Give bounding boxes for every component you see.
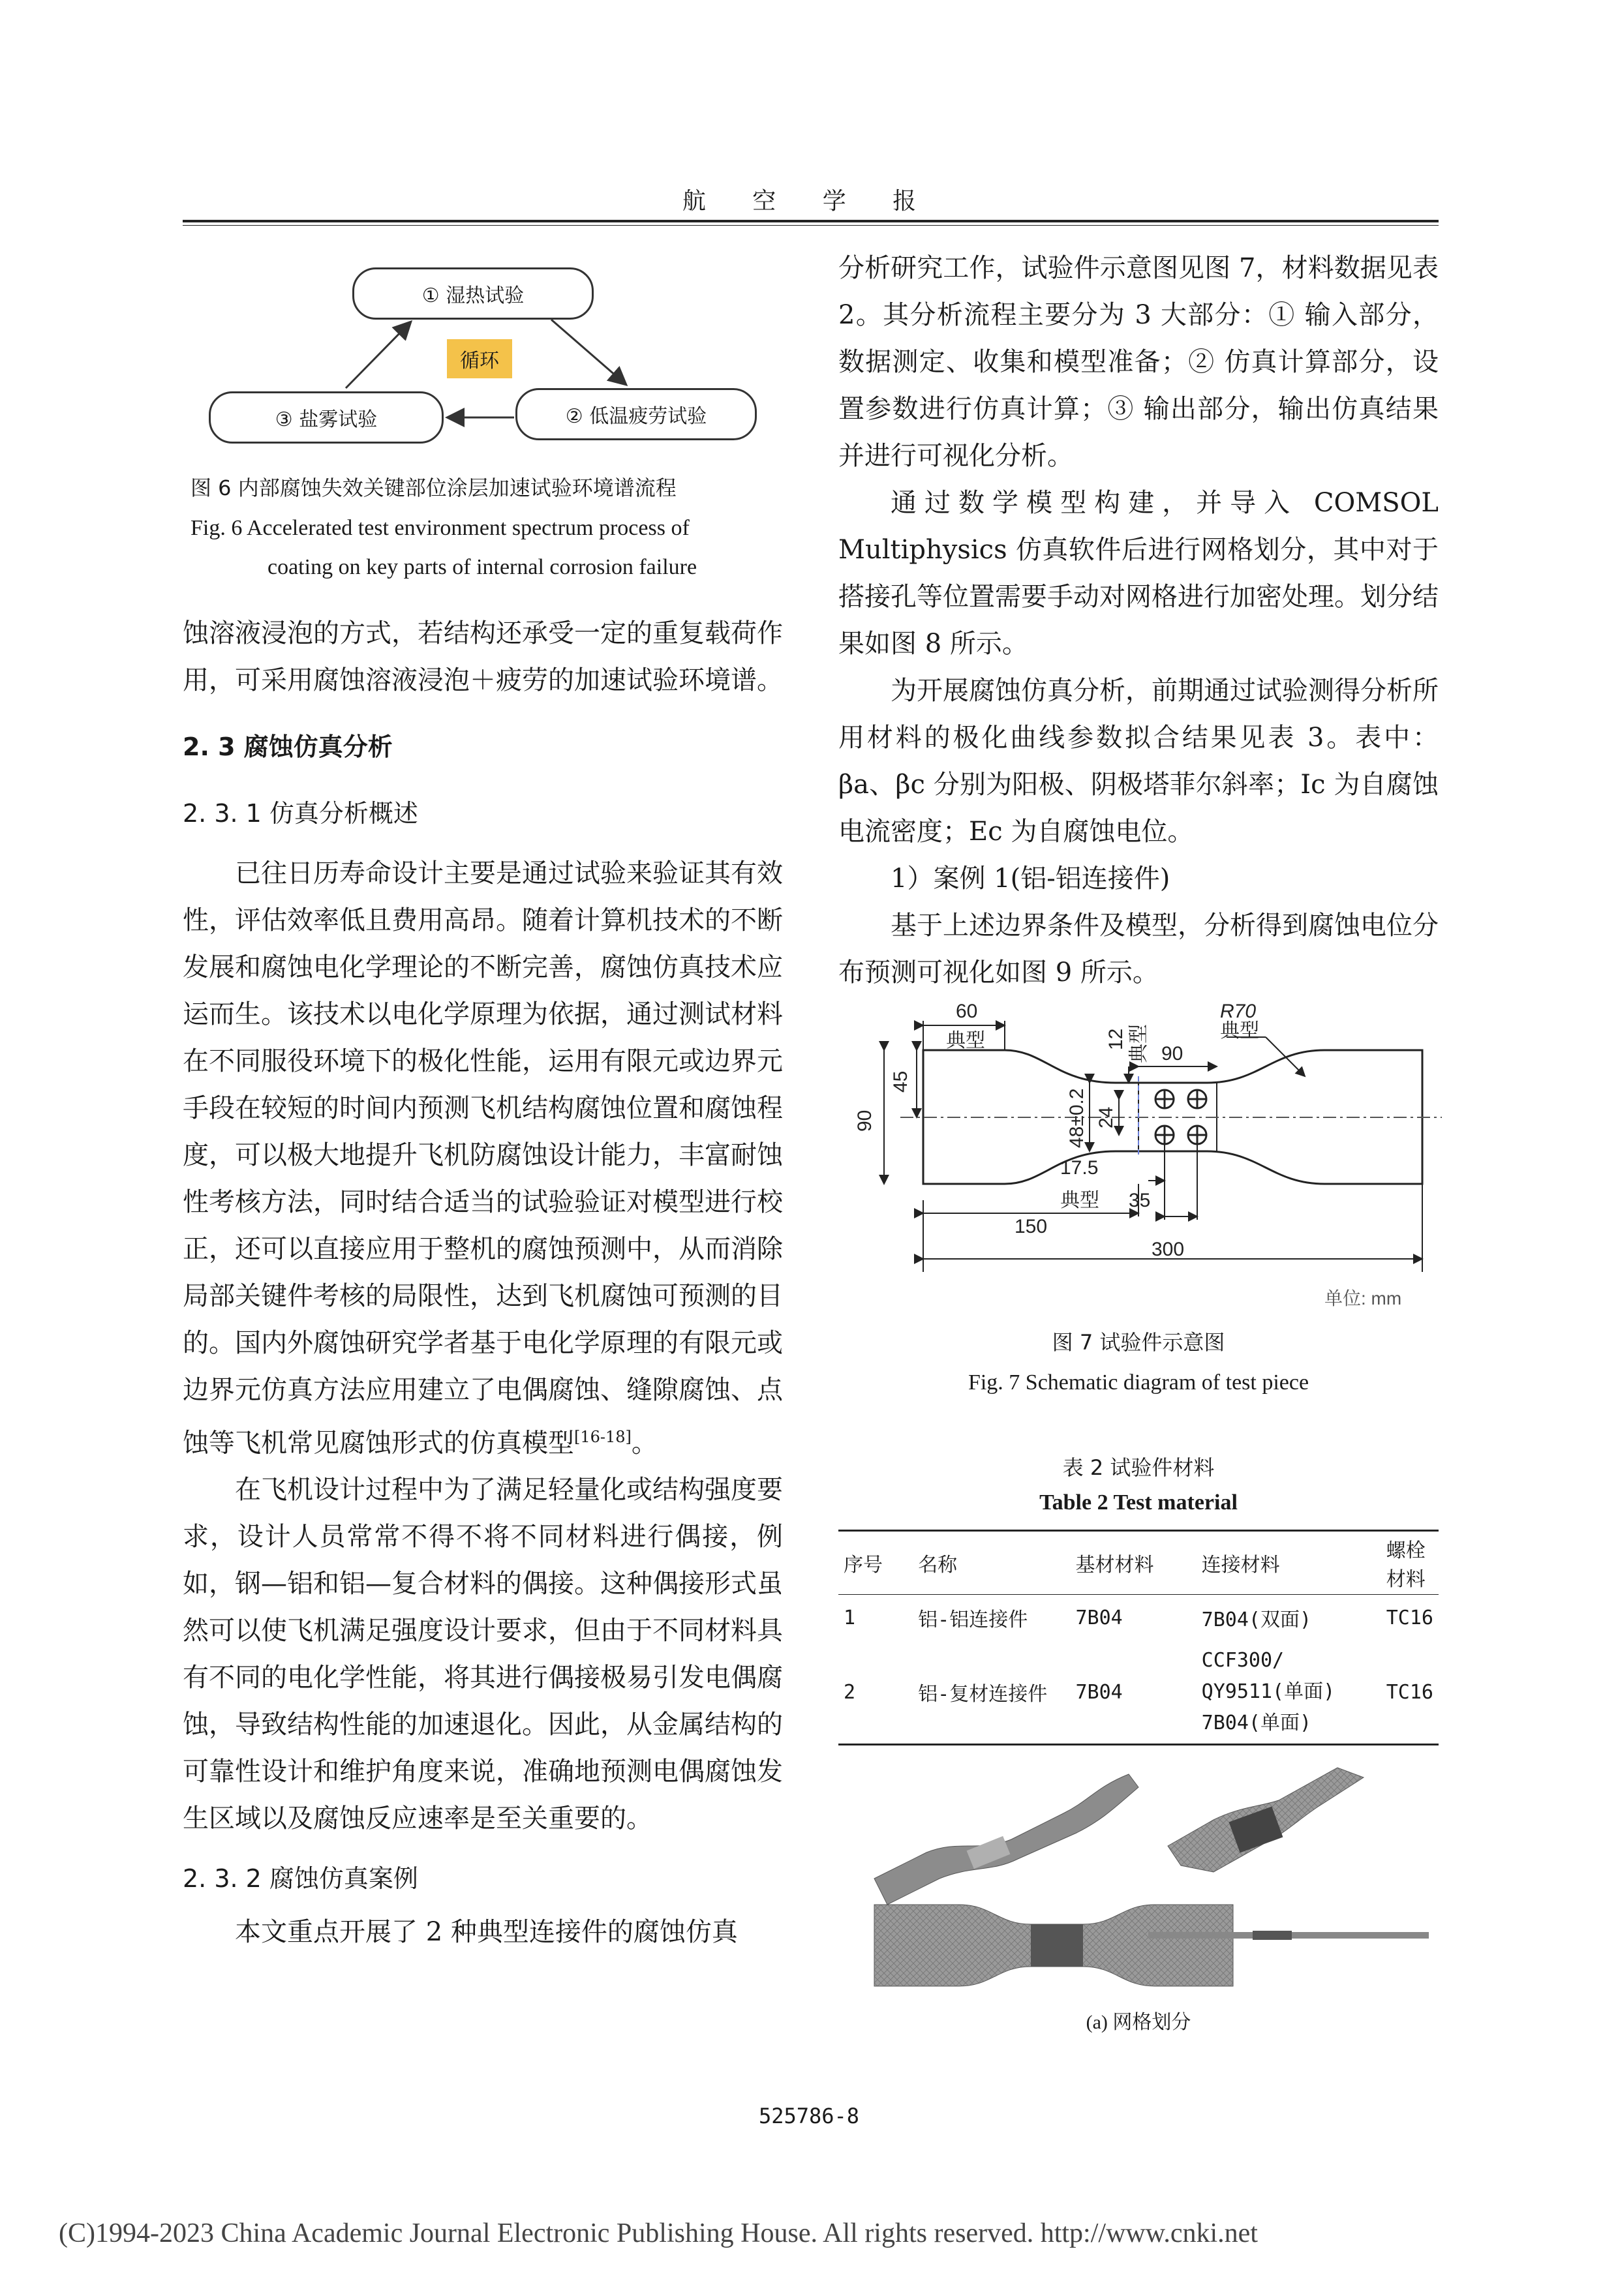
fig6-caption-cn: 图 6 内部腐蚀失效关键部位涂层加速试验环境谱流程 [191,476,677,500]
dim-typ-3: 典型 [1220,1020,1259,1042]
fig6-arrows [196,254,783,463]
table2-header: 序号 [844,1554,883,1577]
section-2-3-1: 2. 3. 1 仿真分析概述 [183,799,418,828]
table-cell: 铝-铝连接件 [918,1609,1028,1631]
table2 [838,1530,1439,1745]
left-para-3: 在飞机设计过程中为了满足轻量化或结构强度要求，设计人员常常不得不将不同材料进行偶接，例如，钢—铝和铝—复合材料的偶接。这种偶接形式虽然可以使飞机满足强度设计要求，但由于不同材料具有不同的电化学性能，将其进行偶接极易引发电偶腐蚀，导致结构性能的加速退化。因此，从金属结构的可靠性设计和维护角度来说，准确地预测电偶腐蚀发生区域以及腐蚀反应速率是至关重要的。 [183,1475,783,1834]
dim-typ-4: 典型 [1060,1190,1099,1211]
mesh-view-1 [874,1774,1138,1905]
dim-17-5: 17.5 [1060,1157,1099,1179]
table-cell: 7B04 [1075,1680,1123,1704]
fig6-arrow-3-1 [346,322,411,388]
dim-12: 12 [1105,1028,1127,1050]
table-cell: CCF300/ QY9511(单面) 7B04(单面) [1201,1649,1336,1734]
table-cell: 7B04(双面) [1201,1609,1312,1631]
dim-r70: R70 [1220,1001,1257,1022]
dim-150: 150 [1015,1216,1048,1237]
table2-header: 连接材料 [1201,1554,1280,1577]
left-para-2-ref: [16-18] [574,1428,632,1446]
left-para-2-end: 。 [631,1428,658,1458]
dim-300: 300 [1152,1239,1185,1260]
table2-header: 名称 [918,1554,958,1577]
page-number: 525786-8 [758,2104,860,2128]
table2-title-cn: 表 2 试验件材料 [1062,1455,1215,1480]
dim-typ-1: 典型 [946,1030,985,1051]
table2-header-row [838,1532,1439,1595]
table-cell: 1 [844,1606,856,1629]
header-rule-thin [183,225,1439,226]
dim-90-top: 90 [1161,1043,1183,1065]
fig6-step1-label: ① 湿热试验 [421,284,525,307]
dim-90-left: 90 [854,1110,876,1132]
table2-header: 螺栓材料 [1386,1539,1426,1591]
journal-header: 航 空 学 报 [682,188,936,215]
table-cell: TC16 [1386,1606,1433,1629]
section-2-3: 2. 3 腐蚀仿真分析 [183,733,393,761]
dim-24: 24 [1095,1106,1117,1128]
table2-title-en: Table 2 Test material [1039,1490,1238,1515]
dim-48: 48±0.2 [1066,1088,1088,1148]
header-rule [183,220,1439,222]
section-2-3-2: 2. 3. 2 腐蚀仿真案例 [183,1864,418,1894]
table-row [838,1640,1439,1744]
dim-45: 45 [890,1070,911,1093]
table-cell: TC16 [1386,1680,1433,1704]
fig7-unit: 单位: mm [1324,1288,1402,1308]
fig8-mesh-images [868,1761,1435,2002]
fig7-schematic [842,985,1442,1324]
fig6-center-label: 循环 [460,350,499,372]
fig6-step2-label: ② 低温疲劳试验 [565,405,707,428]
left-column [183,610,783,1956]
left-para-2 [183,850,783,1466]
fig8-subcaption-a: (a) 网格划分 [1086,2012,1191,2033]
table-cell: 2 [844,1680,856,1704]
right-para-4: 1）案例 1(铝-铝连接件) [891,864,1170,894]
left-para-2-text: 已往日历寿命设计主要是通过试验来验证其有效性，评估效率低且费用高昂。随着计算机技术的不断发展和腐蚀电化学理论的不断完善，腐蚀仿真技术应运而生。该技术以电化学原理为依据，通过测试材料在不同服役环境下的极化性能，运用有限元或边界元手段在较短的时间内预测飞机结构腐蚀位置和腐蚀程度，可以极大地提升飞机防腐蚀设计能力，丰富耐蚀性考核方法，同时结合适当的试验验证对模型进行校正，还可以直接应用于整机的腐蚀预测中，从而消除局部关键件考核的局限性，达到飞机腐蚀可预测的目的。国内外腐蚀研究学者基于电化学原理的有限元或边界元仿真方法应用建立了电偶腐蚀、缝隙腐蚀、点蚀等飞机常见腐蚀形式的仿真模型 [183,858,783,1458]
right-para-1: 分析研究工作，试验件示意图见图 7，材料数据见表 2。其分析流程主要分为 3 大部分：① 输入部分，数据测定、收集和模型准备；② 仿真计算部分，设置参数进行仿真计算；③ 输出部分，输出仿真结果并进行可视化分析。 [838,253,1439,471]
fig7-caption-en: Fig. 7 Schematic diagram of test piece [968,1370,1309,1395]
fig6-caption-en-1: Fig. 6 Accelerated test environment spectrum process of [191,516,690,540]
fig6-diagram [196,254,783,463]
fig7-caption-cn: 图 7 试验件示意图 [1052,1330,1225,1355]
right-para-3: 为开展腐蚀仿真分析，前期通过试验测得分析所用材料的极化曲线参数拟合结果见表 3。表中：βa、βc 分别为阳极、阴极塔菲尔斜率；Ic 为自腐蚀电流密度；Ec 为自腐蚀电位。 [838,676,1439,847]
table-row [838,1595,1439,1641]
right-column [838,245,1439,996]
dim-typ-2: 典型 [1128,1024,1150,1063]
right-para-5: 基于上述边界条件及模型，分析得到腐蚀电位分布预测可视化如图 9 所示。 [838,911,1439,988]
dim-35: 35 [1129,1190,1151,1211]
fig6-caption-en-2: coating on key parts of internal corrosion failure [267,555,697,579]
dim-60: 60 [956,1001,978,1022]
left-para-4: 本文重点开展了 2 种典型连接件的腐蚀仿真 [235,1917,738,1948]
table-cell: 铝-复材连接件 [918,1683,1048,1706]
fig6-arrow-1-2 [551,320,626,385]
table2-header: 基材材料 [1075,1554,1154,1577]
table-cell: 7B04 [1075,1606,1123,1629]
copyright-notice: (C)1994-2023 China Academic Journal Electronic Publishing House. All rights reserved. http://www.cnki.net [59,2218,1258,2248]
fig6-step3-label: ③ 盐雾试验 [275,408,378,431]
right-para-2: 通过数学模型构建，并导入 COMSOL Multiphysics 仿真软件后进行网格划分，其中对于搭接孔等位置需要手动对网格进行加密处理。划分结果如图 8 所示。 [838,488,1439,659]
left-para-1: 蚀溶液浸泡的方式，若结构还承受一定的重复载荷作用，可采用腐蚀溶液浸泡＋疲劳的加速试验环境谱。 [183,618,783,695]
